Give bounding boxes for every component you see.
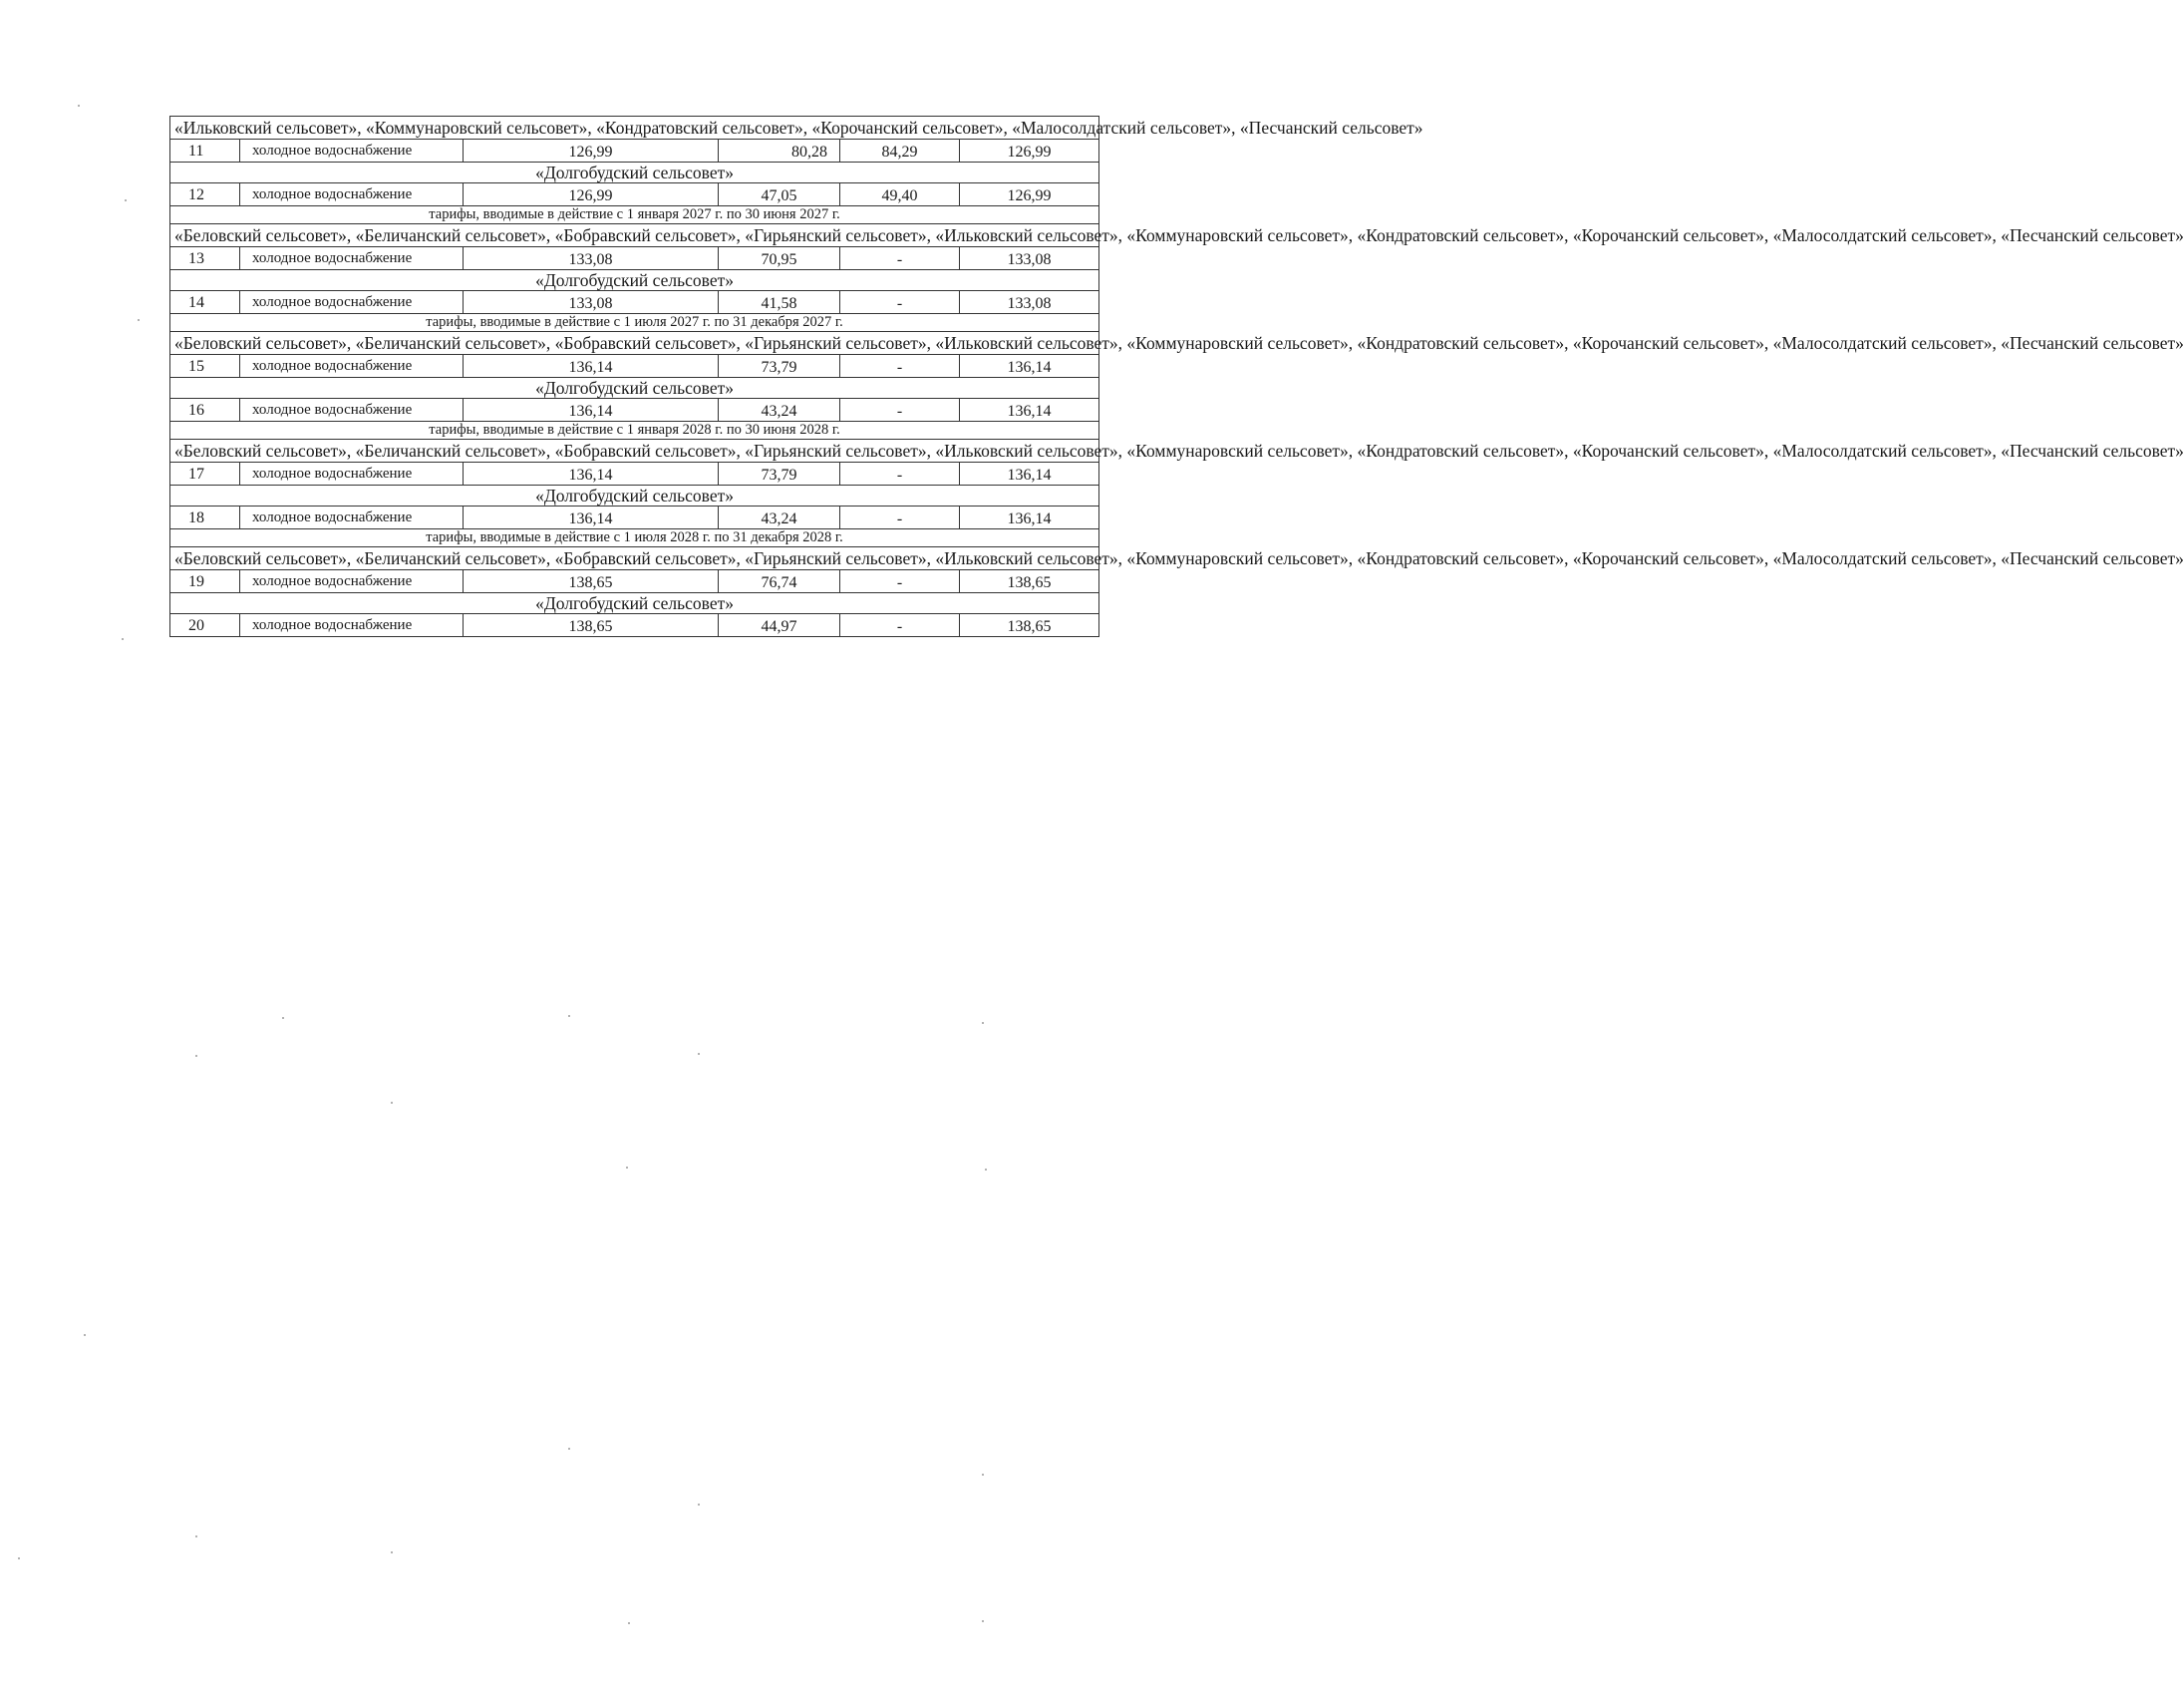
scan-speck [122, 638, 124, 640]
table-row [170, 463, 1099, 486]
service-name: холодное водоснабжение [240, 140, 464, 163]
service-name: холодное водоснабжение [240, 463, 464, 486]
tariff-value-3: - [840, 463, 960, 486]
row-number: 18 [170, 507, 240, 529]
period-heading: тарифы, вводимые в действие с 1 января 2028 г. по 30 июня 2028 г. [170, 422, 1099, 440]
table-row [170, 355, 1099, 378]
table-row [170, 140, 1099, 163]
table-row [170, 570, 1099, 593]
scan-speck [982, 1474, 984, 1476]
service-name: холодное водоснабжение [240, 614, 464, 637]
tariff-value-4: 136,14 [960, 507, 1099, 529]
tariff-value-2: 44,97 [719, 614, 840, 637]
tariff-value-2: 43,24 [719, 507, 840, 529]
tariff-value-3: - [840, 614, 960, 637]
scan-speck [982, 1022, 984, 1024]
tariff-value-3: - [840, 291, 960, 314]
scan-speck [125, 199, 127, 201]
row-number: 13 [170, 247, 240, 270]
tariff-value-1: 138,65 [464, 570, 719, 593]
tariff-value-3: 84,29 [840, 140, 960, 163]
service-name: холодное водоснабжение [240, 570, 464, 593]
tariff-value-4: 133,08 [960, 247, 1099, 270]
tariff-value-2: 73,79 [719, 355, 840, 378]
tariff-value-2: 47,05 [719, 183, 840, 206]
tariff-value-2: 73,79 [719, 463, 840, 486]
settlements-list: «Беловский сельсовет», «Беличанский сельсовет», «Бобравский сельсовет», «Гирьянский сельсовет», «Ильковский сельсовет», «Коммунаровский сельсовет», «Кондратовский сельсовет», «Корочанский сельсовет», «Малосолдатский сельсовет», «Песчанский сельсовет» [170, 547, 1099, 570]
section-heading: «Долгобудский сельсовет» [170, 593, 1099, 614]
scan-speck [18, 1557, 20, 1559]
scan-speck [84, 1334, 86, 1336]
tariff-value-4: 138,65 [960, 614, 1099, 637]
tariff-value-1: 136,14 [464, 355, 719, 378]
row-number: 12 [170, 183, 240, 206]
row-number: 15 [170, 355, 240, 378]
row-number: 11 [170, 140, 240, 163]
tariff-value-1: 136,14 [464, 399, 719, 422]
row-number: 20 [170, 614, 240, 637]
scan-speck [282, 1017, 284, 1019]
tariff-value-4: 126,99 [960, 140, 1099, 163]
service-name: холодное водоснабжение [240, 507, 464, 529]
tariff-value-1: 138,65 [464, 614, 719, 637]
settlements-header: «Ильковский сельсовет», «Коммунаровский сельсовет», «Кондратовский сельсовет», «Корочанский сельсовет», «Малосолдатский сельсовет», «Песчанский сельсовет» [170, 117, 1099, 140]
row-number: 19 [170, 570, 240, 593]
scan-speck [628, 1622, 630, 1624]
row-number: 16 [170, 399, 240, 422]
scan-speck [568, 1448, 570, 1450]
period-heading: тарифы, вводимые в действие с 1 января 2027 г. по 30 июня 2027 г. [170, 206, 1099, 224]
table-row [170, 247, 1099, 270]
period-heading: тарифы, вводимые в действие с 1 июля 2027 г. по 31 декабря 2027 г. [170, 314, 1099, 332]
service-name: холодное водоснабжение [240, 183, 464, 206]
tariff-value-1: 133,08 [464, 247, 719, 270]
scan-speck [982, 1620, 984, 1622]
table-row [170, 183, 1099, 206]
scan-speck [78, 105, 80, 107]
scan-speck [391, 1551, 393, 1553]
scan-speck [195, 1055, 197, 1057]
section-heading: «Долгобудский сельсовет» [170, 163, 1099, 183]
section-heading: «Долгобудский сельсовет» [170, 378, 1099, 399]
scan-speck [195, 1535, 197, 1537]
tariff-value-3: 49,40 [840, 183, 960, 206]
row-number: 14 [170, 291, 240, 314]
tariff-value-3: - [840, 399, 960, 422]
section-heading: «Долгобудский сельсовет» [170, 270, 1099, 291]
tariff-value-3: - [840, 570, 960, 593]
tariff-value-4: 126,99 [960, 183, 1099, 206]
tariff-value-4: 138,65 [960, 570, 1099, 593]
tariff-value-1: 126,99 [464, 183, 719, 206]
table-row [170, 507, 1099, 529]
tariff-value-2: 41,58 [719, 291, 840, 314]
tariff-value-4: 133,08 [960, 291, 1099, 314]
table-row [170, 614, 1099, 637]
service-name: холодное водоснабжение [240, 291, 464, 314]
scan-speck [698, 1053, 700, 1055]
row-number: 17 [170, 463, 240, 486]
tariff-value-2: 76,74 [719, 570, 840, 593]
tariff-value-4: 136,14 [960, 399, 1099, 422]
period-heading: тарифы, вводимые в действие с 1 июля 2028 г. по 31 декабря 2028 г. [170, 529, 1099, 547]
tariff-value-1: 133,08 [464, 291, 719, 314]
service-name: холодное водоснабжение [240, 247, 464, 270]
settlements-list: «Беловский сельсовет», «Беличанский сельсовет», «Бобравский сельсовет», «Гирьянский сельсовет», «Ильковский сельсовет», «Коммунаровский сельсовет», «Кондратовский сельсовет», «Корочанский сельсовет», «Малосолдатский сельсовет», «Песчанский сельсовет» [170, 332, 1099, 355]
tariff-value-4: 136,14 [960, 463, 1099, 486]
tariff-value-3: - [840, 247, 960, 270]
tariff-value-3: - [840, 355, 960, 378]
tariff-value-2: 70,95 [719, 247, 840, 270]
tariff-value-3: - [840, 507, 960, 529]
tariff-value-1: 136,14 [464, 463, 719, 486]
scan-speck [698, 1504, 700, 1506]
tariff-value-2: 43,24 [719, 399, 840, 422]
scan-speck [985, 1169, 987, 1171]
scan-speck [626, 1167, 628, 1169]
tariff-value-1: 136,14 [464, 507, 719, 529]
scan-speck [391, 1102, 393, 1104]
service-name: холодное водоснабжение [240, 399, 464, 422]
tariff-table [169, 116, 2184, 637]
tariff-value-1: 126,99 [464, 140, 719, 163]
table-row [170, 291, 1099, 314]
tariff-value-2: 80,28 [719, 140, 840, 163]
tariff-value-4: 136,14 [960, 355, 1099, 378]
service-name: холодное водоснабжение [240, 355, 464, 378]
scan-speck [568, 1015, 570, 1017]
settlements-list: «Беловский сельсовет», «Беличанский сельсовет», «Бобравский сельсовет», «Гирьянский сельсовет», «Ильковский сельсовет», «Коммунаровский сельсовет», «Кондратовский сельсовет», «Корочанский сельсовет», «Малосолдатский сельсовет», «Песчанский сельсовет» [170, 440, 1099, 463]
settlements-list: «Беловский сельсовет», «Беличанский сельсовет», «Бобравский сельсовет», «Гирьянский сельсовет», «Ильковский сельсовет», «Коммунаровский сельсовет», «Кондратовский сельсовет», «Корочанский сельсовет», «Малосолдатский сельсовет», «Песчанский сельсовет» [170, 224, 1099, 247]
section-heading: «Долгобудский сельсовет» [170, 486, 1099, 507]
table-row [170, 399, 1099, 422]
scan-speck [138, 319, 140, 321]
